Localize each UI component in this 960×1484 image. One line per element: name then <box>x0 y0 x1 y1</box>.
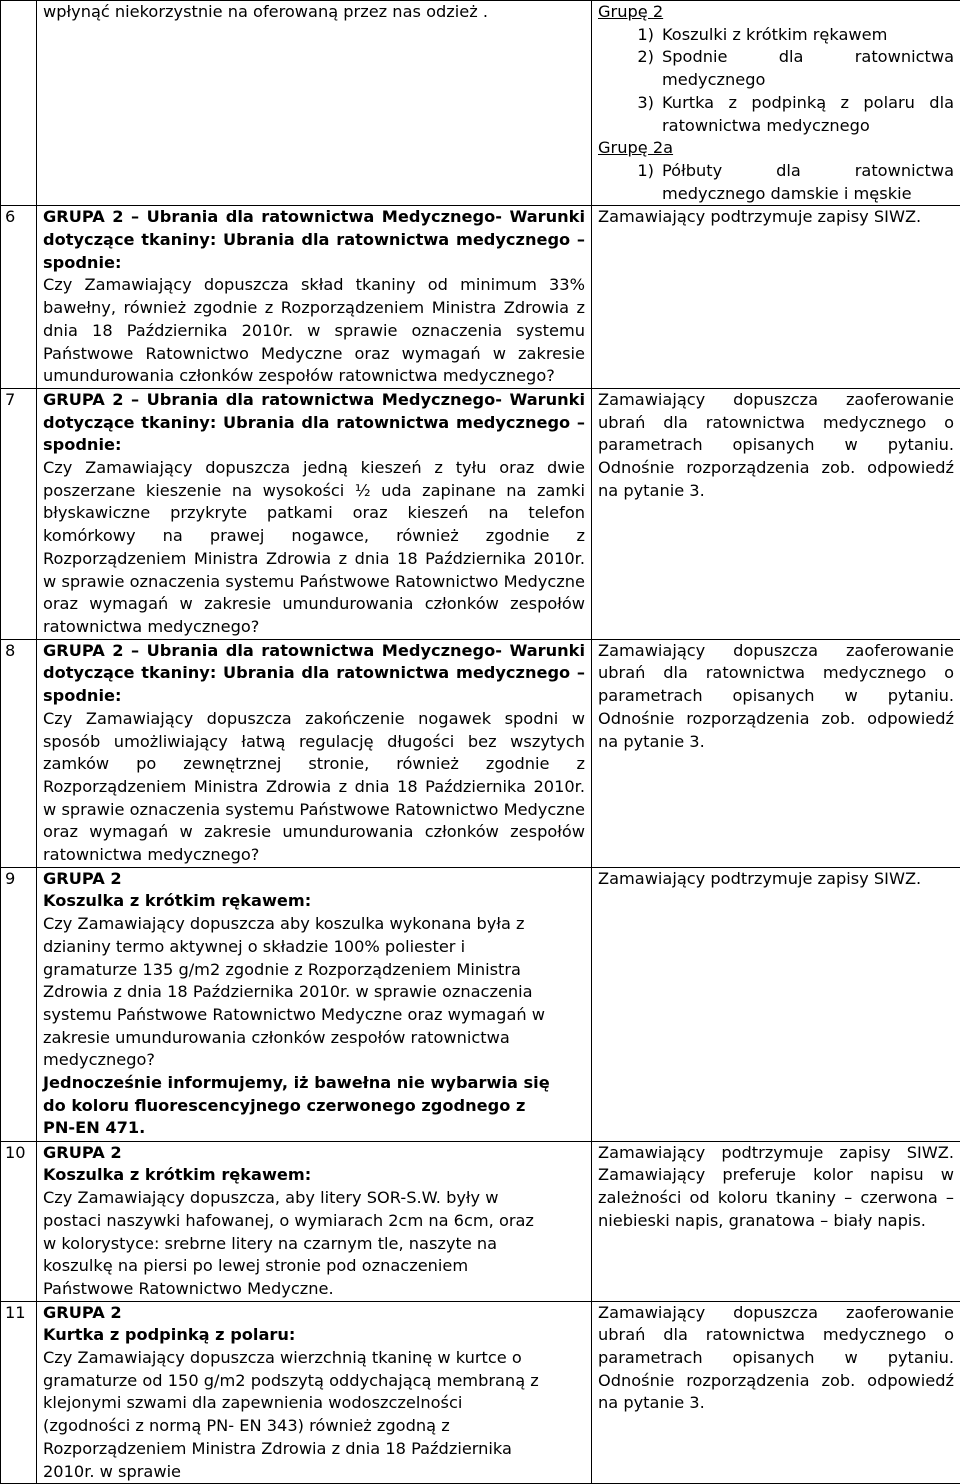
answer-cell <box>592 1141 960 1301</box>
question-cell <box>37 867 592 1141</box>
question-body: Czy Zamawiający dopuszcza wierzchnią tkaninę w kurtce o gramaturze od 150 g/m2 podszytą oddychającą membraną z klejonymi szwami dla zapewnienia wodoszczelności (zgodności z normą PN- EN 343) również zgodną z Rozporządzeniem Ministra Zdrowia z dnia 18 Października 2010r. w sprawie <box>43 1347 585 1483</box>
table-row <box>1 1 960 206</box>
answer-cell <box>592 867 960 1141</box>
row-number: 11 <box>1 1301 37 1484</box>
answer-cell <box>592 206 960 389</box>
answer-cell <box>592 1301 960 1484</box>
list-item: 2) Spodnie dla ratownictwa medycznego <box>598 46 954 91</box>
table-row <box>1 867 960 1141</box>
answer-text: Zamawiający podtrzymuje zapisy SIWZ. Zamawiający preferuje kolor napisu w zależności od koloru tkaniny – czerwona – niebieski napis, granatowa – biały napis. <box>598 1142 954 1233</box>
answer-text: Zamawiający dopuszcza zaoferowanie ubrań dla ratownictwa medycznego o parametrach opisanych w pytaniu. Odnośnie rozporządzenia zob. odpowiedź na pytanie 3. <box>598 640 954 754</box>
question-cell <box>37 1141 592 1301</box>
question-cell <box>37 1 592 206</box>
question-subtitle: Koszulka z krótkim rękawem: <box>43 890 585 913</box>
answer-text: Zamawiający dopuszcza zaoferowanie ubrań dla ratownictwa medycznego o parametrach opisanych w pytaniu. Odnośnie rozporządzenia zob. odpowiedź na pytanie 3. <box>598 1302 954 1416</box>
answer-cell <box>592 388 960 639</box>
answer-text: Zamawiający podtrzymuje zapisy SIWZ. <box>598 206 954 229</box>
row-number <box>1 1 37 206</box>
row-number: 7 <box>1 388 37 639</box>
question-title: GRUPA 2 <box>43 1302 585 1325</box>
row-number: 9 <box>1 867 37 1141</box>
question-body: Czy Zamawiający dopuszcza zakończenie nogawek spodni w sposób umożliwiający łatwą regulację długości bez wszytych zamków po zewnętrznej stronie, również zgodnie z Rozporządzeniem Ministra Zdrowia z dnia 18 Października 2010r. w sprawie oznaczenia systemu Państwowe Ratownictwo Medyczne oraz wymagań w zakresie umundurowania członków zespołów ratownictwa medycznego? <box>43 708 585 867</box>
question-title: GRUPA 2 <box>43 1142 585 1165</box>
question-cell <box>37 388 592 639</box>
group2a-list <box>598 160 954 205</box>
question-body: Czy Zamawiający dopuszcza aby koszulka wykonana była z dzianiny termo aktywnej o składzie 100% poliester i gramaturze 135 g/m2 zgodnie z Rozporządzeniem Ministra Zdrowia z dnia 18 Października 2010r. w sprawie oznaczenia systemu Państwowe Ratownictwo Medyczne oraz wymagań w zakresie umundurowania członków zespołów ratownictwa medycznego? <box>43 913 585 1072</box>
answer-cell <box>592 1 960 206</box>
table-row <box>1 1141 960 1301</box>
question-text: wpłynąć niekorzystnie na oferowaną przez nas odzież . <box>43 1 585 24</box>
row-number: 8 <box>1 639 37 867</box>
question-subtitle: Kurtka z podpinką z polaru: <box>43 1324 585 1347</box>
list-item: 1) Półbuty dla ratownictwa medycznego damskie i męskie <box>598 160 954 205</box>
question-title: GRUPA 2 – Ubrania dla ratownictwa Medycznego- Warunki dotyczące tkaniny: Ubrania dla ratownictwa medycznego – spodnie: <box>43 206 585 274</box>
list-item: 1) Koszulki z krótkim rękawem <box>598 24 954 47</box>
group2-label: Grupę 2 <box>598 1 954 24</box>
question-title: GRUPA 2 – Ubrania dla ratownictwa Medycznego- Warunki dotyczące tkaniny: Ubrania dla ratownictwa medycznego – spodnie: <box>43 389 585 457</box>
group2-list <box>598 24 954 138</box>
question-title: GRUPA 2 – Ubrania dla ratownictwa Medycznego- Warunki dotyczące tkaniny: Ubrania dla ratownictwa medycznego – spodnie: <box>43 640 585 708</box>
question-body: Czy Zamawiający dopuszcza jedną kieszeń z tyłu oraz dwie poszerzane kieszenie na wysokości ½ uda zapinane na zamki błyskawiczne przykryte patkami oraz kieszeń na telefon komórkowy na prawej nogawce, również zgodnie z Rozporządzeniem Ministra Zdrowia z dnia 18 Października 2010r. w sprawie oznaczenia systemu Państwowe Ratownictwo Medyczne oraz wymagań w zakresie umundurowania członków zespołów ratownictwa medycznego? <box>43 457 585 639</box>
question-body: Czy Zamawiający dopuszcza, aby litery SOR-S.W. były w postaci naszywki hafowanej, o wymiarach 2cm na 6cm, oraz w kolorystyce: srebrne litery na czarnym tle, naszyte na koszulkę na piersi po lewej stronie pod oznaczeniem Państwowe Ratownictwo Medyczne. <box>43 1187 585 1301</box>
list-item: 3) Kurtka z podpinką z polaru dla ratownictwa medycznego <box>598 92 954 137</box>
row-number: 6 <box>1 206 37 389</box>
answer-text: Zamawiający dopuszcza zaoferowanie ubrań dla ratownictwa medycznego o parametrach opisanych w pytaniu. Odnośnie rozporządzenia zob. odpowiedź na pytanie 3. <box>598 389 954 503</box>
question-cell <box>37 206 592 389</box>
row-number: 10 <box>1 1141 37 1301</box>
question-body: Czy Zamawiający dopuszcza skład tkaniny od minimum 33% bawełny, również zgodnie z Rozporządzeniem Ministra Zdrowia z dnia 18 Października 2010r. w sprawie oznaczenia systemu Państwowe Ratownictwo Medyczne oraz wymagań w zakresie umundurowania członków zespołów ratownictwa medycznego? <box>43 274 585 388</box>
group2a-label: Grupę 2a <box>598 137 954 160</box>
question-cell <box>37 639 592 867</box>
question-subtitle: Koszulka z krótkim rękawem: <box>43 1164 585 1187</box>
question-extra: Jednocześnie informujemy, iż bawełna nie wybarwia się do koloru fluorescencyjnego czerwonego zgodnego z PN-EN 471. <box>43 1072 585 1140</box>
table-row <box>1 388 960 639</box>
table-row <box>1 206 960 389</box>
table-row <box>1 639 960 867</box>
question-title: GRUPA 2 <box>43 868 585 891</box>
answer-cell <box>592 639 960 867</box>
question-cell <box>37 1301 592 1484</box>
answer-text: Zamawiający podtrzymuje zapisy SIWZ. <box>598 868 954 891</box>
table-row <box>1 1301 960 1484</box>
